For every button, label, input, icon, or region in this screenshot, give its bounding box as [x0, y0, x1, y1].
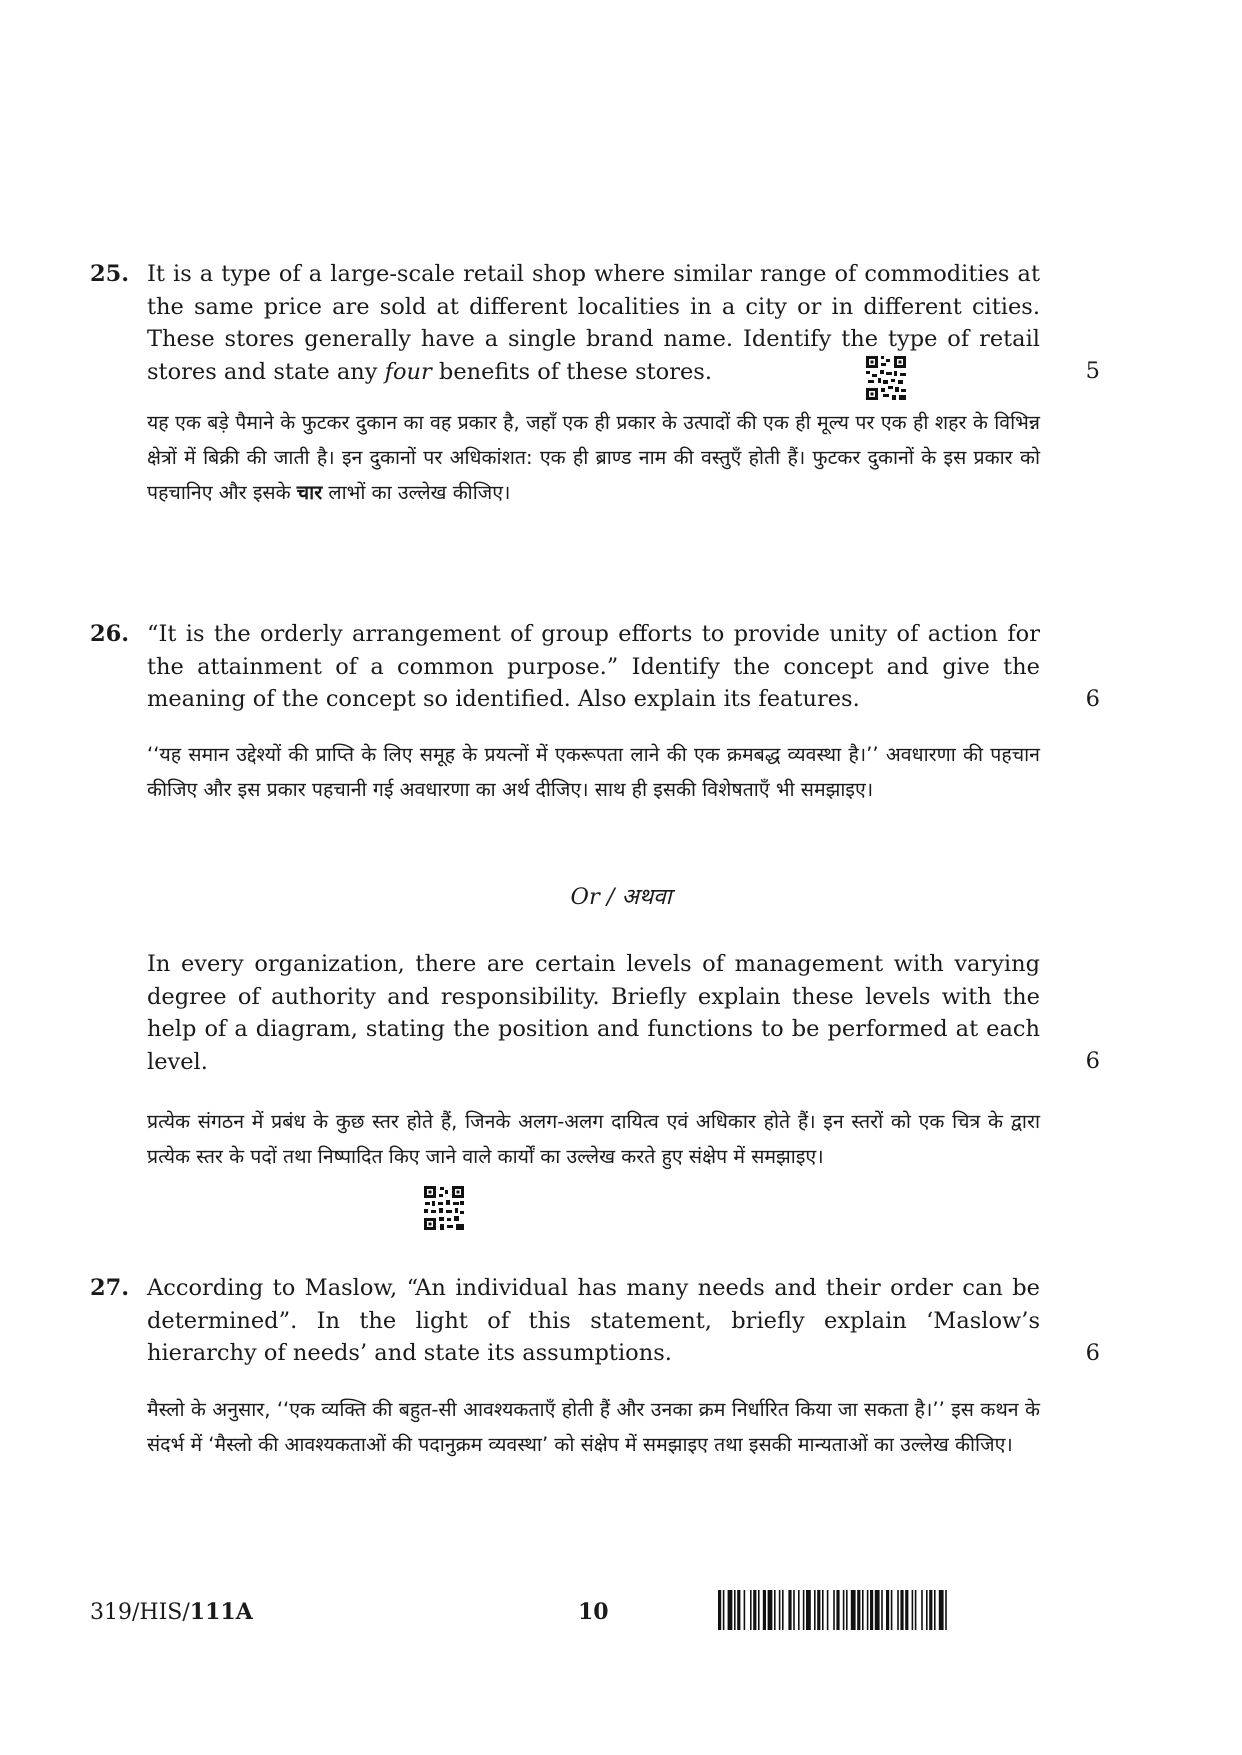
text-line: These stores generally have a single brand name. Identify the type of retail: [147, 326, 1040, 352]
text-line: the same price are sold at different localities in a city or in different cities.: [147, 293, 1040, 320]
page-number: 10: [578, 1599, 609, 1625]
text-line: It is a type of a large-scale retail shop where similar range of commodities at: [147, 261, 1040, 287]
qr-code-icon: [866, 356, 906, 400]
question-27-english: According to Maslow, “An individual has many needs and their order can be determined”. In the light of this statement, briefly explain ‘Maslow’s hierarchy of needs’ and state its assumptions.: [147, 1275, 1040, 1366]
marks: 6: [1085, 1340, 1100, 1366]
text-span: लाभों का उल्लेख कीजिए।: [322, 481, 511, 504]
question-number: 25.: [90, 261, 130, 287]
marks: 5: [1085, 358, 1100, 384]
barcode-icon: [718, 1590, 1000, 1630]
question-26-alternative-english: In every organization, there are certain levels of management with varying degree of authority and responsibility. Briefly explain these levels with the help of a diagram, stating the position and functions to be performed at each level.: [147, 951, 1040, 1075]
marks: 6: [1085, 1048, 1100, 1074]
emphasis-text: चार: [296, 481, 323, 504]
question-26-english: “It is the orderly arrangement of group efforts to provide unity of action for the attainment of a common purpose.” Identify the concept and give the meaning of the concept so identified. Also explain its features.: [147, 621, 1040, 712]
question-27-hindi: मैस्लो के अनुसार, ‘‘एक व्यक्ति की बहुत-सी आवश्यकताएँ होती हैं और उनका क्रम निर्धारित किया जा सकता है।’’ इस कथन के संदर्भ में ‘मैस्लो की आवश्यकताओं की पदानुक्रम व्यवस्था’ को संक्षेप में समझाइए तथा इसकी मान्यताओं का उल्लेख कीजिए।: [147, 1398, 1040, 1456]
text-line: [147, 356, 1040, 389]
paper-code: [90, 1599, 253, 1625]
paper-code-prefix: 319/HIS/: [90, 1600, 190, 1625]
text-span: यह एक बड़े पैमाने के फुटकर दुकान का वह प्रकार है, जहाँ एक ही प्रकार के उत्पादों की एक ही मूल्य पर एक ही शहर के विभिन्न क्षेत्रों में बिक्री की जाती है। इन दुकानों पर अधिकांशत: एक ही ब्राण्ड नाम की वस्तुएँ होती हैं। फुटकर दुकानों के इस प्रकार को पहचानिए और इसके: [147, 411, 1040, 504]
question-number: 27.: [90, 1275, 130, 1301]
text-span: benefits of these stores.: [431, 358, 712, 385]
or-separator: Or / अथवा: [570, 884, 672, 910]
question-number: 26.: [90, 621, 130, 647]
emphasis-text: four: [384, 358, 432, 385]
qr-code-icon: [424, 1186, 464, 1230]
question-25-english: [147, 258, 1040, 388]
question-26-alternative-hindi: प्रत्येक संगठन में प्रबंध के कुछ स्तर होते हैं, जिनके अलग-अलग दायित्व एवं अधिकार होते हैं। इन स्तरों को एक चित्र के द्वारा प्रत्येक स्तर के पदों तथा निष्पादित किए जाने वाले कार्यों का उल्लेख करते हुए संक्षेप में समझाइए।: [147, 1110, 1040, 1168]
question-25-hindi: [147, 405, 1040, 510]
text-span: stores and state any: [147, 358, 385, 385]
paper-code-suffix: 111A: [189, 1599, 253, 1625]
question-26-hindi: ‘‘यह समान उद्देश्यों की प्राप्ति के लिए समूह के प्रयत्नों में एकरूपता लाने की एक क्रमबद्ध व्यवस्था है।’’ अवधारणा की पहचान कीजिए और इस प्रकार पहचानी गई अवधारणा का अर्थ दीजिए। साथ ही इसकी विशेषताएँ भी समझाइए।: [147, 743, 1040, 801]
marks: 6: [1085, 686, 1100, 712]
